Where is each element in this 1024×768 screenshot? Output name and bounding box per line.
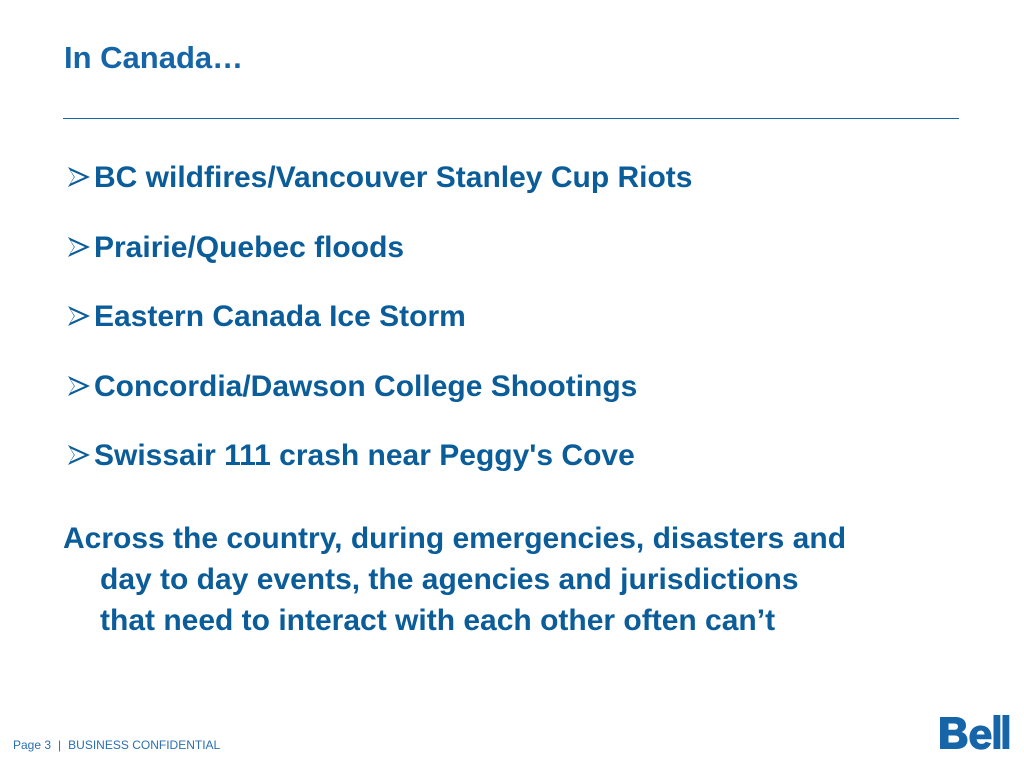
footer-separator: | [58, 738, 62, 752]
bullet-text: Swissair 111 crash near Peggy's Cove [94, 439, 635, 472]
confidentiality-label: BUSINESS CONFIDENTIAL [68, 738, 221, 752]
arrow-bullet-icon [66, 230, 94, 266]
arrow-bullet-icon [66, 160, 94, 196]
footer [13, 738, 220, 752]
title-divider [63, 118, 959, 119]
bullet-item [66, 230, 692, 300]
summary-line: Across the country, during emergencies, disasters and [63, 522, 847, 555]
page-number: Page 3 [13, 738, 52, 752]
bullet-item [66, 438, 692, 508]
bullet-item [66, 299, 692, 369]
bullet-text: Eastern Canada Ice Storm [94, 300, 466, 333]
arrow-bullet-icon [66, 438, 94, 474]
bullet-list [66, 160, 692, 508]
bullet-text: Concordia/Dawson College Shootings [94, 369, 638, 403]
arrow-bullet-icon [66, 299, 94, 335]
summary-paragraph [63, 518, 983, 641]
bell-logo [938, 712, 1010, 752]
arrow-bullet-icon [66, 369, 94, 405]
bullet-text: Prairie/Quebec floods [94, 230, 405, 264]
summary-line: day to day events, the agencies and jurisdictions [100, 563, 799, 596]
slide-title: In Canada… [64, 40, 244, 75]
bullet-item [66, 160, 692, 230]
summary-line: that need to interact with each other often can’t [100, 604, 776, 637]
bullet-item [66, 369, 692, 439]
bullet-text: BC wildfires/Vancouver Stanley Cup Riots [94, 161, 693, 194]
